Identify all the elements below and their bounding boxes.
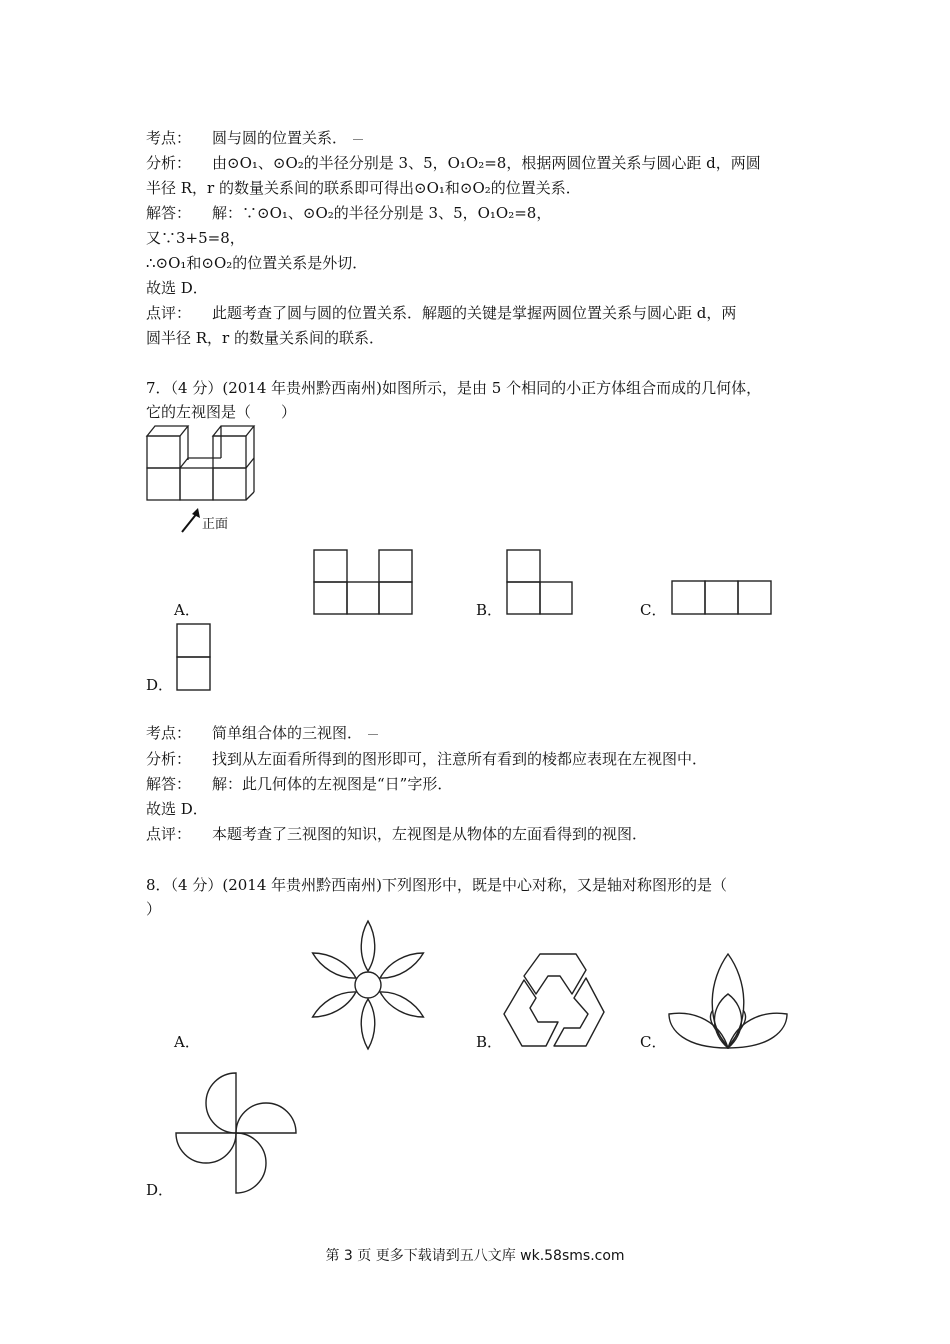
option-d-pinwheel-figure <box>172 1070 300 1196</box>
kaodian-text: 圆与圆的位置关系． <box>212 129 348 147</box>
option-d-figure <box>176 623 212 693</box>
page-footer: 第 3 页 更多下载请到五八文库 wk.58sms.com <box>325 1248 625 1264</box>
q6-dianping-1 <box>146 303 736 323</box>
jieda-label: 解答： <box>146 775 192 793</box>
fenxi-label: 分析： <box>146 154 192 172</box>
q7-option-c[interactable]: C． <box>640 601 667 619</box>
q6-kaodian <box>146 128 363 148</box>
dianping-label: 点评： <box>146 825 192 843</box>
fenxi-text: 由⊙O₁、⊙O₂的半径分别是 3、5，O₁O₂=8，根据两圆位置关系与圆心距 d，两圆 <box>212 154 761 172</box>
arrow-icon <box>182 508 200 532</box>
q8-option-d[interactable]: D． <box>146 1181 174 1199</box>
kaodian-text: 简单组合体的三视图． <box>212 724 363 742</box>
q7-kaodian <box>146 723 378 743</box>
jieda-text: 解：此几何体的左视图是“日”字形． <box>212 775 453 793</box>
q8-option-a[interactable]: A． <box>174 1033 200 1051</box>
q8-option-b[interactable]: B． <box>476 1033 503 1051</box>
q6-jieda-3: ∴⊙O₁和⊙O₂的位置关系是外切． <box>146 254 368 272</box>
q8-stem-2: ） <box>146 900 162 918</box>
jieda-label: 解答： <box>146 204 192 222</box>
option-b-recycle-figure <box>500 950 610 1052</box>
option-c-lotus-figure <box>665 950 795 1052</box>
option-a-flower-figure <box>303 915 433 1055</box>
fenxi-label: 分析： <box>146 750 192 768</box>
q6-jieda-1 <box>146 203 551 223</box>
option-b-figure <box>506 549 576 615</box>
kaodian-label: 考点： <box>146 724 192 742</box>
dianping-text: 此题考查了圆与圆的位置关系．解题的关键是掌握两圆位置关系与圆心距 d，两 <box>212 304 737 322</box>
front-label: 正面 <box>202 517 229 532</box>
q6-jieda-4: 故选 D． <box>146 279 208 297</box>
link-mark <box>353 139 363 140</box>
q7-dianping <box>146 824 647 844</box>
option-c-figure <box>671 580 773 616</box>
q7-stem-1: 7．（4 分）(2014 年贵州黔西南州)如图所示，是由 5 个相同的小正方体组合而成的几何体， <box>146 379 762 397</box>
dianping-text: 本题考查了三视图的知识，左视图是从物体的左面看得到的视图． <box>212 825 648 843</box>
kaodian-label: 考点： <box>146 129 192 147</box>
q7-option-b[interactable]: B． <box>476 601 503 619</box>
q8-option-c[interactable]: C． <box>640 1033 667 1051</box>
option-a-figure <box>313 549 413 615</box>
fenxi-text: 找到从左面看所得到的图形即可，注意所有看到的棱都应表现在左视图中． <box>212 750 708 768</box>
q6-fenxi-1 <box>146 153 761 173</box>
q7-option-d[interactable]: D． <box>146 676 174 694</box>
q7-jieda <box>146 774 452 794</box>
link-mark <box>368 734 378 735</box>
q7-option-a[interactable]: A． <box>174 601 200 619</box>
jieda-text: 解：∵⊙O₁、⊙O₂的半径分别是 3、5，O₁O₂=8， <box>212 204 552 222</box>
q7-fenxi <box>146 749 707 769</box>
q7-stem-2: 它的左视图是（ ） <box>146 403 297 421</box>
q8-stem-1: 8．（4 分）(2014 年贵州黔西南州)下列图形中，既是中心对称，又是轴对称图形的是（ <box>146 876 728 894</box>
dianping-label: 点评： <box>146 304 192 322</box>
q6-dianping-2: 圆半径 R，r 的数量关系间的联系． <box>146 329 385 347</box>
q6-jieda-2: 又∵3+5=8， <box>146 229 245 247</box>
q6-fenxi-2: 半径 R，r 的数量关系间的联系即可得出⊙O₁和⊙O₂的位置关系． <box>146 179 581 197</box>
q7-jieda-2: 故选 D． <box>146 800 208 818</box>
